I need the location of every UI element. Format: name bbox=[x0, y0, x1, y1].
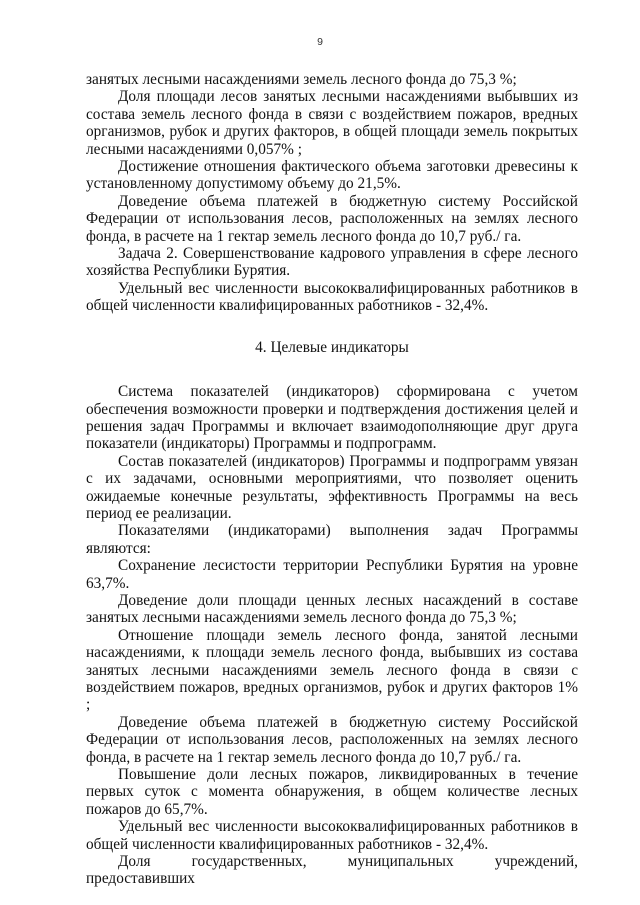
paragraph: Показателями (индикаторами) выполнения задач Программы являются: bbox=[86, 522, 578, 557]
paragraph: Доля площади лесов занятых лесными насаждениями выбывших из состава земель лесного фонда в связи с воздействием пожаров, вредных организмов, рубок и других факторов, в общей площади земель покрытых лесными насаждениями 0,057% ; bbox=[86, 88, 578, 158]
paragraph: Доведение объема платежей в бюджетную систему Российской Федерации от использования лесов, расположенных на землях лесного фонда, в расчете на 1 гектар земель лесного фонда до 10,7 руб./ га. bbox=[86, 192, 578, 245]
paragraph: Доведение доли площади ценных лесных насаждений в составе занятых лесными насаждениями земель лесного фонда до 75,3 %; bbox=[86, 591, 578, 627]
paragraph: Доля государственных, муниципальных учреждений, предоставивших bbox=[86, 853, 578, 888]
paragraph: Доведение объема платежей в бюджетную систему Российской Федерации от использования лесов, расположенных на землях лесного фонда, в расчете на 1 гектар земель лесного фонда до 10,7 руб./ га. bbox=[86, 713, 578, 766]
paragraph: Достижение отношения фактического объема заготовки древесины к установленному допустимому объему до 21,5%. bbox=[86, 158, 578, 193]
paragraph: Состав показателей (индикаторов) Программы и подпрограмм увязан с их задачами, основными мероприятиями, что позволяет оценить ожидаемые конечные результаты, эффективность Программы на весь период ее реализации. bbox=[86, 452, 578, 522]
paragraph: занятых лесными насаждениями земель лесного фонда до 75,3 %; bbox=[86, 71, 517, 88]
paragraph: Удельный вес численности высококвалифицированных работников в общей численности квалифицированных работников - 32,4%. bbox=[86, 279, 578, 315]
paragraph: Система показателей (индикаторов) сформирована с учетом обеспечения возможности проверки и подтверждения достижения целей и решения задач Программы и включает взаимодополняющие друг друга показатели (индикаторы) Программы и подпрограмм. bbox=[86, 383, 578, 453]
paragraph: Повышение доли лесных пожаров, ликвидированных в течение первых суток с момента обнаружения, в общем количестве лесных пожаров до 65,7%. bbox=[86, 766, 578, 818]
page-number: 9 bbox=[317, 36, 323, 48]
section-heading: 4. Целевые индикаторы bbox=[255, 338, 409, 356]
document-body bbox=[86, 71, 578, 888]
paragraph: Отношение площади земель лесного фонда, занятой лесными насаждениями, к площади земель лесного фонда, выбывших из состава занятых лесными насаждениями земель лесного фонда в связи с воздействием пожаров, вредных организмов, рубок и других факторов 1% ; bbox=[86, 626, 578, 714]
paragraph: Удельный вес численности высококвалифицированных работников в общей численности квалифицированных работников - 32,4%. bbox=[86, 818, 578, 853]
paragraph: Сохранение лесистости территории Республики Бурятия на уровне 63,7%. bbox=[86, 557, 578, 592]
paragraph: Задача 2. Совершенствование кадрового управления в сфере лесного хозяйства Республики Бурятия. bbox=[86, 245, 578, 280]
